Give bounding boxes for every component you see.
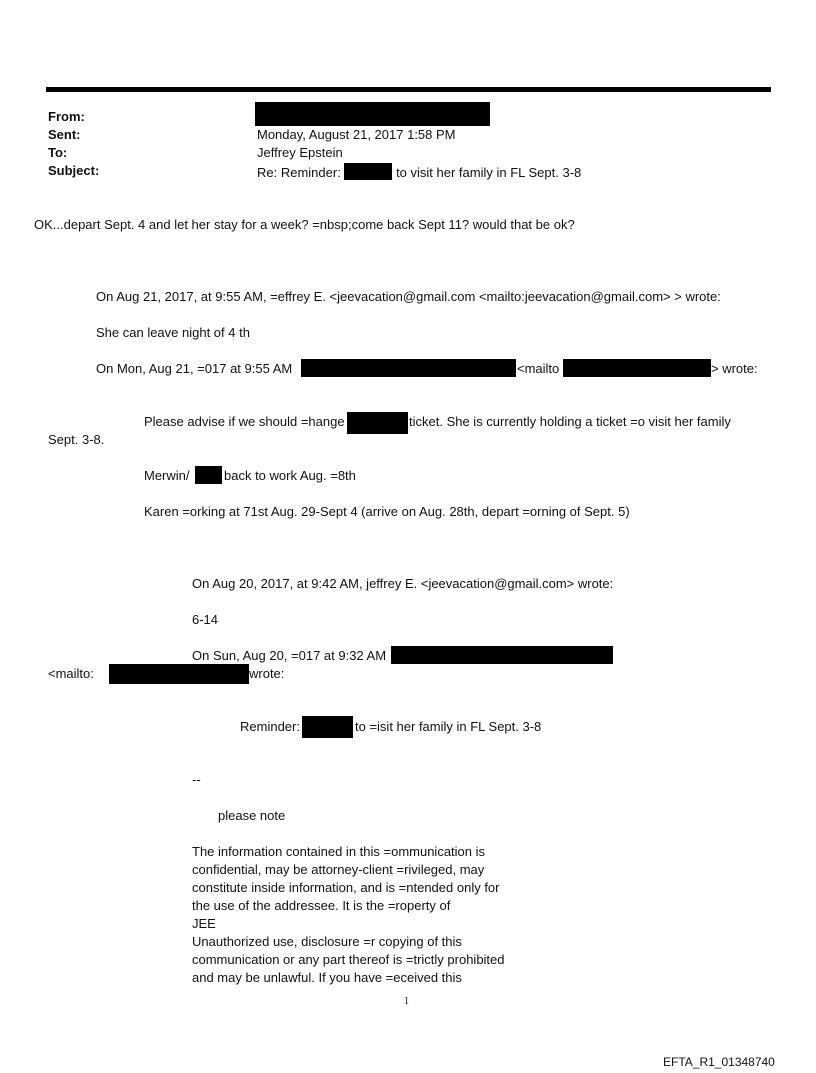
document-id: EFTA_R1_01348740 <box>663 1055 775 1069</box>
subject-suffix: to visit her family in FL Sept. 3-8 <box>396 165 582 180</box>
merwin-redaction <box>195 466 222 484</box>
disclaimer-line: communication or any part thereof is =trictly prohibited <box>192 952 505 967</box>
quote2-header-c: > wrote: <box>711 361 758 376</box>
quote4-redaction-2 <box>109 664 249 684</box>
disclaimer-line: the use of the addressee. It is the =roperty of <box>192 898 451 913</box>
quote2-redaction-1 <box>301 359 516 377</box>
karen-line: Karen =orking at 71st Aug. 29-Sept 4 (arrive on Aug. 28th, depart =orning of Sept. 5) <box>144 504 630 519</box>
from-label: From: <box>48 109 85 124</box>
subject-label: Subject: <box>48 163 100 178</box>
merwin-a: Merwin/ <box>144 468 190 483</box>
quote3-text: 6-14 <box>192 612 219 627</box>
from-redaction <box>255 102 490 126</box>
subject-value <box>257 163 581 181</box>
quote2-header-b: <mailto <box>517 361 560 376</box>
quote3-header: On Aug 20, 2017, at 9:42 AM, jeffrey E. <jeevacation@gmail.com> wrote: <box>192 576 614 591</box>
disclaimer-line: The information contained in this =ommunication is <box>192 844 486 859</box>
page-number: 1 <box>404 996 409 1007</box>
disclaimer-line: and may be unlawful. If you have =eceived this <box>192 970 462 985</box>
advise-b: ticket. She is currently holding a ticket =o visit her family <box>409 414 731 429</box>
merwin-b: back to work Aug. =8th <box>224 468 356 483</box>
quote4-redaction-1 <box>391 646 613 664</box>
sent-value: Monday, August 21, 2017 1:58 PM <box>257 127 456 142</box>
quote4-wrote: wrote: <box>249 666 285 681</box>
subject-prefix: Re: Reminder: <box>257 165 341 180</box>
sent-label: Sent: <box>48 127 81 142</box>
reminder-redaction <box>302 716 353 738</box>
subject-redaction <box>344 163 392 180</box>
signature-dash: -- <box>192 772 201 787</box>
disclaimer-line: constitute inside information, and is =ntended only for <box>192 880 500 895</box>
advise-a: Please advise if we should =hange <box>144 414 345 429</box>
to-value: Jeffrey Epstein <box>257 145 343 160</box>
quote1-text: She can leave night of 4 th <box>96 325 250 340</box>
advise-redaction <box>347 412 408 434</box>
quote2-redaction-2 <box>563 359 711 377</box>
body-line1: OK...depart Sept. 4 and let her stay for a week? =nbsp;come back Sept 11? would that be ok? <box>34 217 575 232</box>
disclaimer-line: Unauthorized use, disclosure =r copying of this <box>192 934 462 949</box>
to-label: To: <box>48 145 68 160</box>
quote1-header: On Aug 21, 2017, at 9:55 AM, =effrey E. <jeevacation@gmail.com <mailto:jeevacation@gmail.com> > wrote: <box>96 289 721 304</box>
quote4-header: On Sun, Aug 20, =017 at 9:32 AM <box>192 648 387 663</box>
header-rule <box>46 87 771 92</box>
please-note: please note <box>218 808 286 823</box>
quote4-mailto: <mailto: <box>48 666 94 681</box>
disclaimer-block <box>192 843 532 987</box>
advise-c: Sept. 3-8. <box>48 432 105 447</box>
disclaimer-line: confidential, may be attorney-client =rivileged, may <box>192 862 485 877</box>
reminder-b: to =isit her family in FL Sept. 3-8 <box>355 719 542 734</box>
reminder-a: Reminder: <box>240 719 300 734</box>
quote2-header-a: On Mon, Aug 21, =017 at 9:55 AM <box>96 361 293 376</box>
disclaimer-line: JEE <box>192 916 216 931</box>
